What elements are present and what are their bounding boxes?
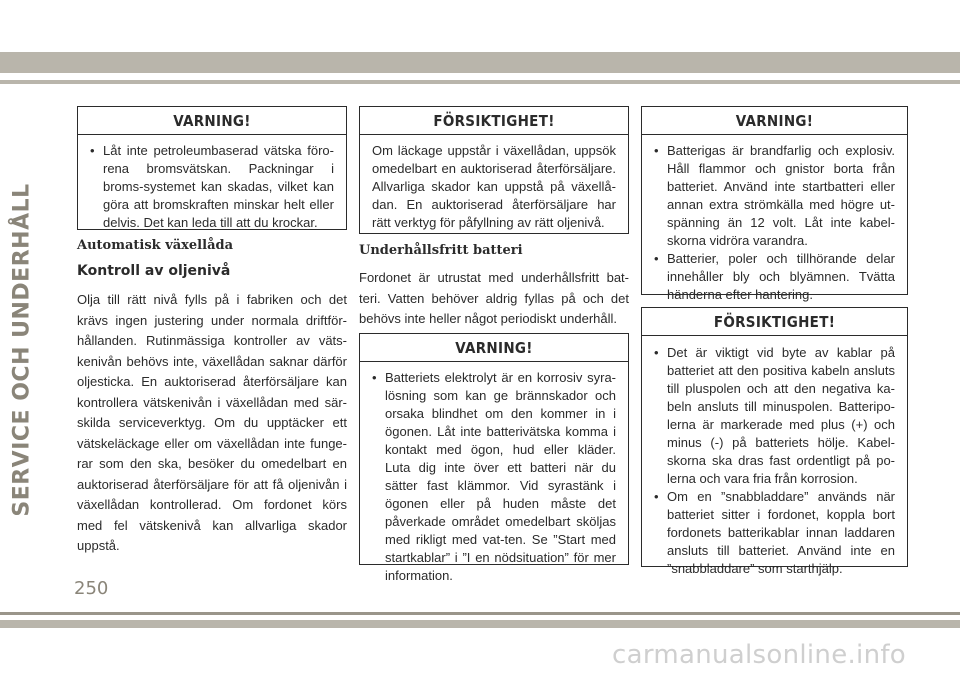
sub-heading-oil-level-check: Kontroll av oljenivå <box>77 263 231 279</box>
paragraph-oil-level: Olja till rätt nivå fylls på i fabriken och det krävs ingen justering under normala driftför-hållanden. Rutinmässiga kontroller av väts-kenivån behövs inte, växellådan saknar därför oljesticka. En auktoriserad återförsäljare kan kontrollera vätskenivån i växellådan med sär-skilda serviceverktyg. Om du upptäcker ett vätskeläckage eller om växellådan inte funge-rar som den ska, besöker du omedelbart en auktoriserad återförsäljare för att få oljenivån i växellådan kontrollerad. Om fordonet körs med fel vätskenivå kan allvarliga skador uppstå. <box>77 292 347 553</box>
watermark-text: carmanualsonline.info <box>612 640 907 670</box>
caution-item: • Om en ”snabbladdare” används när batteriet sitter i fordonet, koppla bort fordonets batterikablar innan laddaren ansluts till batteriet. Använd inte en ”snabbladdare” som starthjälp. <box>654 488 895 578</box>
caution-item: • Det är viktigt vid byte av kablar på batteriet att den positiva kabeln ansluts till pluspolen och att den negativa ka-beln ansluts till minuspolen. Batteripo-lerna är markerade med plus (+) och minus (-) på batteriets hölje. Kabel-skorna ska dras fast ordentligt på po-lerna och vara fria från korrosion. <box>654 344 895 488</box>
warning-box-electrolyte <box>359 333 629 583</box>
section-heading-automatic-transmission: Automatisk växellåda <box>77 238 233 253</box>
warning-item: • Batteriets elektrolyt är en korrosiv syra-lösning som kan ge brännskador och orsaka blindhet om den kommer in i ögonen. Låt inte batterivätska komma i kontakt med ögon, hud eller kläder. Luta dig inte över ett batteri när du sätter fast klämmor. Vid syrastänk i ögonen eller på huden måste det påverkade området omedelbart sköljas med rikligt med vat-ten. Se ”Start med startkablar” i ”I en nödsituation” för mer information. <box>372 369 616 585</box>
caution-box-transmission-leak <box>359 106 629 234</box>
caution-text: Om läckage uppstår i växellådan, uppsök omedelbart en auktoriserad återförsäljare. Allvarliga skador kan uppstå på växellå-dan. En auktoriserad återförsäljare har rätt verktyg för påfyllning av rätt oljenivå. <box>372 143 616 230</box>
caution-title: FÖRSIKTIGHET! <box>642 308 907 336</box>
warning-item: • Låt inte petroleumbaserad vätska föro-rena bromsvätskan. Packningar i broms-systemet kan skadas, vilket kan göra att bromskraften minskar helt eller delvis. Det kan leda till att du krockar. <box>90 142 334 232</box>
page-number: 250 <box>74 578 109 599</box>
footer-band <box>0 620 960 628</box>
warning-item: • Batterier, poler och tillhörande delar innehåller bly och blyämnen. Tvätta händerna efter hantering. <box>654 250 895 304</box>
section-side-label: SERVICE OCH UNDERHÅLL <box>9 183 35 517</box>
warning-box-brake-fluid <box>77 106 347 230</box>
warning-title: VARNING! <box>360 334 628 362</box>
paragraph-battery: Fordonet är utrustat med underhållsfritt bat-teri. Vatten behöver aldrig fyllas på och det behövs inte heller något periodiskt underhåll. <box>359 270 629 326</box>
footer-rule <box>0 612 960 615</box>
caution-title: FÖRSIKTIGHET! <box>360 107 628 135</box>
caution-box-battery-cables <box>641 307 908 576</box>
warning-title: VARNING! <box>642 107 907 135</box>
warning-title: VARNING! <box>78 107 346 135</box>
header-band <box>0 52 960 73</box>
header-rule <box>0 80 960 84</box>
warning-box-battery-gas <box>641 106 908 302</box>
warning-item: • Batterigas är brandfarlig och explosiv. Håll flammor och gnistor borta från batteriet. Använd inte startbatteri eller annan extra strömkälla med högre ut-spänning än 12 volt. Låt inte kabel-skorna vidröra varandra. <box>654 142 895 250</box>
section-heading-maintenance-free-battery: Underhållsfritt batteri <box>359 243 523 258</box>
